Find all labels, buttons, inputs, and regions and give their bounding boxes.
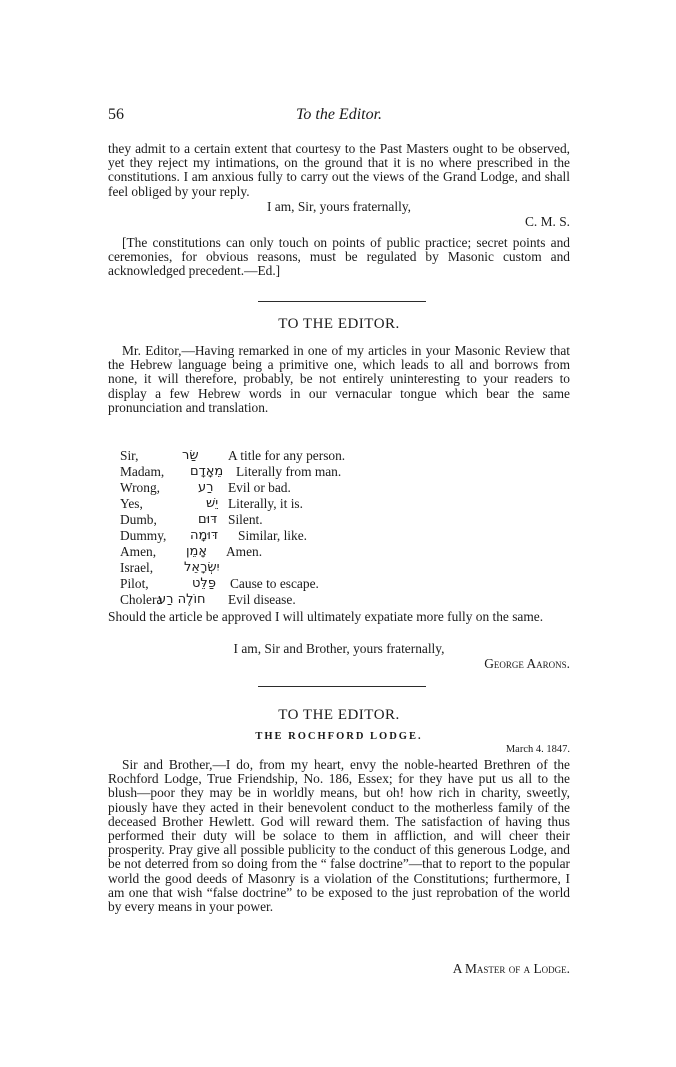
glossary-gloss: Amen. — [226, 544, 263, 559]
letter3-signature: A Master of a Lodge. — [452, 961, 570, 976]
glossary-row — [120, 496, 540, 512]
letter3-date: March 4. 1847. — [505, 744, 570, 755]
glossary-row — [120, 544, 540, 560]
glossary-gloss: Evil disease. — [228, 592, 296, 607]
letter1-closing: I am, Sir, yours fraternally, — [267, 199, 411, 214]
page-header — [108, 104, 570, 130]
glossary-hebrew: יֵשׁ — [206, 496, 219, 511]
section-rule — [258, 686, 426, 687]
editor-note: [The constitutions can only touch on points of public practice; secret points and ceremonies, for obvious reasons, must be regulated by Masonic custom and acknowledged precedent.—Ed.] — [108, 235, 570, 279]
letter2-closing: I am, Sir and Brother, yours fraternally, — [233, 641, 445, 656]
glossary-hebrew: אָמֵן — [186, 544, 208, 559]
glossary-english: Israel, — [120, 560, 154, 575]
glossary-gloss: Similar, like. — [238, 528, 308, 543]
glossary-hebrew: פַּלֵּט — [192, 576, 216, 591]
glossary-gloss: Evil or bad. — [228, 480, 291, 495]
glossary-row — [120, 512, 540, 528]
glossary-english: Pilot, — [120, 576, 149, 591]
glossary-row — [120, 480, 540, 496]
letter1-body — [108, 142, 570, 199]
glossary-english: Amen, — [120, 544, 157, 559]
glossary-hebrew: רַע — [198, 480, 214, 495]
glossary-english: Dumb, — [120, 512, 157, 527]
running-title: To the Editor. — [295, 106, 383, 123]
glossary-english: Sir, — [120, 448, 139, 463]
letter2-signature: George Aarons. — [484, 656, 570, 671]
glossary-hebrew: חוֹלֶה רַע — [158, 592, 206, 607]
glossary-row — [120, 592, 540, 608]
glossary-row — [120, 528, 540, 544]
glossary-english: Yes, — [120, 496, 143, 511]
letter1-signature: C. M. S. — [524, 214, 570, 229]
glossary-gloss: Cause to escape. — [230, 576, 319, 591]
glossary-english: Wrong, — [120, 480, 160, 495]
letter3-heading: TO THE EDITOR. — [278, 707, 400, 723]
glossary-hebrew: דּוּמָה — [190, 528, 218, 543]
glossary-hebrew: יִשְׂרָאֵל — [184, 560, 220, 575]
glossary-hebrew: דּוּם — [198, 512, 218, 527]
hebrew-glossary — [120, 448, 540, 608]
letter2-after: Should the article be approved I will ultimately expatiate more fully on the same. — [108, 609, 544, 624]
letter1-text: they admit to a certain extent that courtesy to the Past Masters ought to be observed, yet they reject my intimations, on the ground that it is no where prescribed in the constitutions. I am anxious fully to carry out the views of the Grand Lodge, and shall feel obliged by your reply. — [108, 141, 570, 199]
glossary-gloss: Silent. — [228, 512, 263, 527]
glossary-gloss: Literally, it is. — [228, 496, 303, 511]
letter2-heading: TO THE EDITOR. — [278, 316, 400, 332]
letter2-intro: Mr. Editor,—Having remarked in one of my articles in your Masonic Review that the Hebrew language being a primitive one, which leads to all and borrows from none, it will therefore, probably, be not entirely uninteresting to your readers to display a few Hebrew words in our vernacular tongue which bear the same pronunciation and translation. — [108, 343, 570, 415]
glossary-english: Cholera — [120, 592, 163, 607]
glossary-gloss: Literally from man. — [236, 464, 342, 479]
glossary-row — [120, 560, 540, 576]
page-number: 56 — [108, 106, 124, 123]
glossary-row — [120, 464, 540, 480]
glossary-english: Madam, — [120, 464, 165, 479]
glossary-row — [120, 448, 540, 464]
glossary-gloss: A title for any person. — [228, 448, 346, 463]
glossary-row — [120, 576, 540, 592]
glossary-english: Dummy, — [120, 528, 167, 543]
section-rule — [258, 301, 426, 302]
glossary-hebrew: שַׂר — [182, 448, 199, 463]
glossary-hebrew: מֵאָדָם — [190, 464, 224, 479]
letter3-subheading: THE ROCHFORD LODGE. — [255, 731, 423, 742]
letter3-body: Sir and Brother,—I do, from my heart, envy the noble-hearted Brethren of the Rochford Lodge, True Friendship, No. 186, Essex; for they have put us all to the blush—poor they may be in worldly means, but oh! how rich in charity, sweetly, piously have they acted in their benevolent conduct to the motherless family of the deceased Brother Hewlett. God will reward them. The satisfaction of having thus performed their duty will be solace to them in affliction, and will cheer their prosperity. Pray give all possible publicity to the conduct of this generous Lodge, and be not deterred from so doing from the “ false doctrine”—that to report to the popular world the good deeds of Masonry is a violation of the Constitutions; furthermore, I am one that wish “false doctrine” to be exposed to the just reprobation of the world by every means in your power. — [108, 757, 570, 915]
